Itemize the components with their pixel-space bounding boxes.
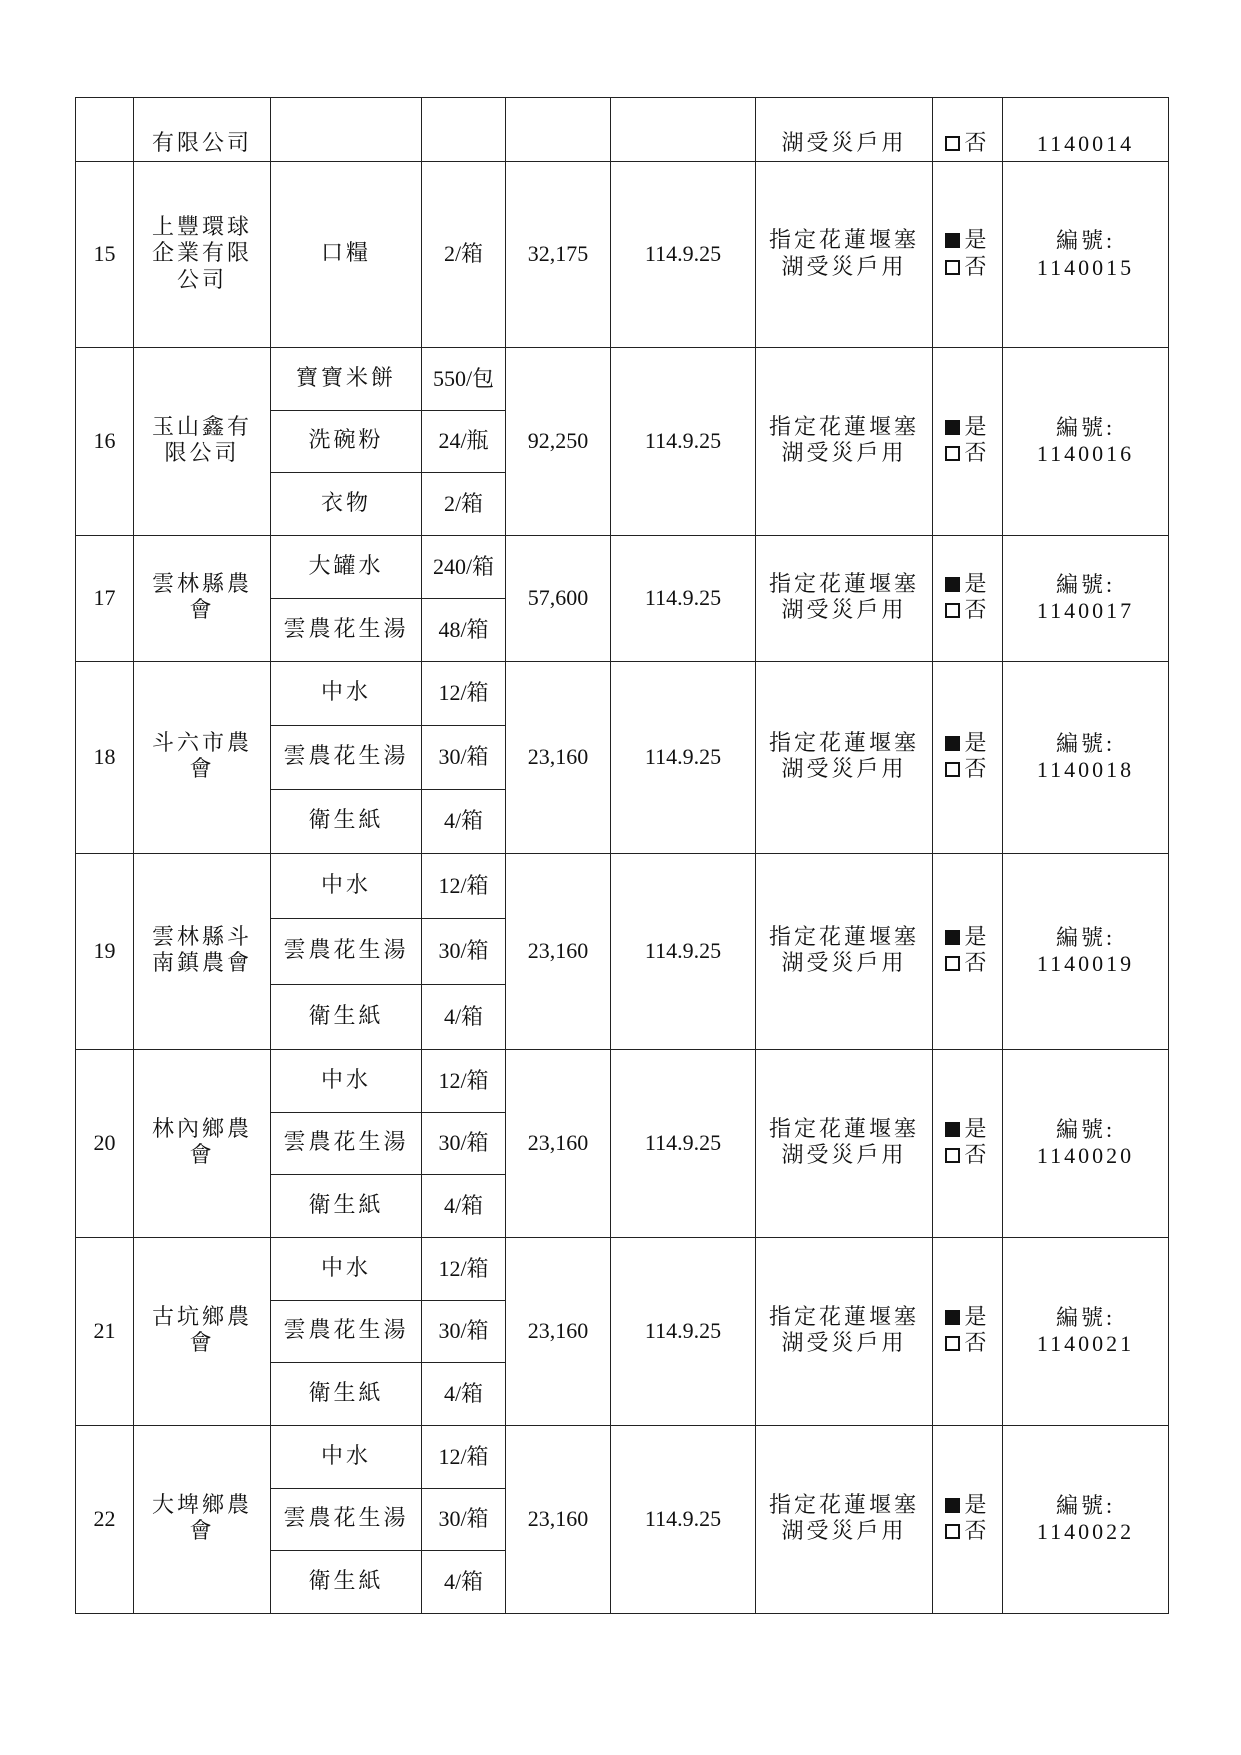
item-quantity: 30/箱 xyxy=(422,1488,506,1551)
donor-name xyxy=(134,535,271,661)
donor-name-lines xyxy=(134,1493,270,1546)
item-name: 中水 xyxy=(271,661,422,725)
purpose xyxy=(756,98,933,162)
donor-name xyxy=(134,1049,271,1237)
reference-number-lines xyxy=(1003,925,1168,978)
checkbox-icon xyxy=(945,1148,960,1163)
choice-lines xyxy=(933,1493,1002,1546)
choice-yes xyxy=(945,415,989,441)
purpose-lines xyxy=(756,925,932,978)
reference-number-line: 編號: xyxy=(1055,925,1116,951)
donor-name-line: 上豐環球 xyxy=(151,214,252,240)
donor-name-line: 斗六市農 xyxy=(151,731,252,757)
donor-name xyxy=(134,162,271,348)
item-name: 衛生紙 xyxy=(271,1175,422,1238)
choice-no xyxy=(945,598,989,624)
row-number: 21 xyxy=(76,1237,134,1425)
choice-yes xyxy=(945,228,989,254)
choice-no xyxy=(945,1331,989,1357)
choice-yes-label: 是 xyxy=(964,731,990,757)
amount xyxy=(506,98,611,162)
item-quantity: 4/箱 xyxy=(422,1175,506,1238)
table-row xyxy=(76,348,1169,411)
purpose-line: 湖受災戶用 xyxy=(781,1143,907,1169)
item-name: 中水 xyxy=(271,853,422,918)
checked-box-icon xyxy=(945,930,960,945)
row-number: 19 xyxy=(76,853,134,1049)
table-row xyxy=(76,1425,1169,1488)
checked-box-icon xyxy=(945,577,960,592)
checkbox-icon xyxy=(945,762,960,777)
designated-choice xyxy=(933,1237,1003,1425)
donor-name xyxy=(134,1237,271,1425)
checked-box-icon xyxy=(945,1122,960,1137)
item-quantity: 30/箱 xyxy=(422,919,506,984)
item-name: 衛生紙 xyxy=(271,984,422,1049)
item-quantity: 12/箱 xyxy=(422,661,506,725)
reference-number-line: 1140018 xyxy=(1036,757,1135,783)
donor-name-line: 玉山鑫有 xyxy=(151,415,252,441)
choice-no-label: 否 xyxy=(964,441,990,467)
purpose-lines xyxy=(756,731,932,784)
donor-name-lines xyxy=(134,572,270,625)
donor-name-line: 有限公司 xyxy=(151,130,252,156)
amount: 23,160 xyxy=(506,853,611,1049)
checked-box-icon xyxy=(945,736,960,751)
reference-number-lines xyxy=(1003,1305,1168,1358)
donor-name-lines xyxy=(134,215,270,294)
item-name: 雲農花生湯 xyxy=(271,1488,422,1551)
item-quantity: 4/箱 xyxy=(422,984,506,1049)
donation-date: 114.9.25 xyxy=(611,661,756,853)
reference-number xyxy=(1003,1237,1169,1425)
choice-no xyxy=(945,441,989,467)
item-name: 衛生紙 xyxy=(271,1363,422,1426)
amount: 23,160 xyxy=(506,1049,611,1237)
reference-number xyxy=(1003,853,1169,1049)
purpose-line: 湖受災戶用 xyxy=(781,1331,907,1357)
choice-no xyxy=(945,1143,989,1169)
reference-number-line: 1140016 xyxy=(1036,441,1135,467)
designated-choice xyxy=(933,98,1003,162)
donor-name xyxy=(134,1425,271,1613)
reference-number-line: 編號: xyxy=(1055,1117,1116,1143)
table-row xyxy=(76,853,1169,918)
purpose-line: 指定花蓮堰塞 xyxy=(768,731,919,757)
choice-yes-label: 是 xyxy=(964,228,990,254)
reference-number-line: 1140015 xyxy=(1036,254,1135,280)
row-number: 22 xyxy=(76,1425,134,1613)
item-name xyxy=(271,98,422,162)
item-name: 衛生紙 xyxy=(271,1551,422,1614)
choice-yes-label: 是 xyxy=(964,415,990,441)
choice-no xyxy=(945,131,989,157)
donation-date xyxy=(611,98,756,162)
choice-yes xyxy=(945,731,989,757)
purpose-line: 指定花蓮堰塞 xyxy=(768,1117,919,1143)
donor-name xyxy=(134,853,271,1049)
choice-lines xyxy=(933,1117,1002,1170)
donation-date: 114.9.25 xyxy=(611,853,756,1049)
table-row xyxy=(76,1049,1169,1112)
checked-box-icon xyxy=(945,1498,960,1513)
choice-lines xyxy=(933,925,1002,978)
donor-name-lines xyxy=(134,925,270,978)
item-quantity: 550/包 xyxy=(422,348,506,411)
purpose-line: 湖受災戶用 xyxy=(781,441,907,467)
item-quantity: 2/箱 xyxy=(422,473,506,536)
purpose xyxy=(756,1049,933,1237)
choice-no xyxy=(945,757,989,783)
checked-box-icon xyxy=(945,233,960,248)
choice-yes-label: 是 xyxy=(964,572,990,598)
donor-name-line: 古坑鄉農 xyxy=(151,1305,252,1331)
choice-yes-label: 是 xyxy=(964,1117,990,1143)
amount: 23,160 xyxy=(506,1237,611,1425)
reference-number-line: 編號: xyxy=(1055,415,1116,441)
table-row xyxy=(76,1237,1169,1300)
purpose-line: 湖受災戶用 xyxy=(781,254,907,280)
donor-name-line: 限公司 xyxy=(164,441,240,467)
choice-yes xyxy=(945,925,989,951)
reference-number xyxy=(1003,98,1169,162)
purpose xyxy=(756,1237,933,1425)
reference-number-lines xyxy=(1003,731,1168,784)
designated-choice xyxy=(933,661,1003,853)
item-name: 雲農花生湯 xyxy=(271,598,422,661)
donation-date: 114.9.25 xyxy=(611,348,756,536)
reference-number-line: 1140014 xyxy=(1036,130,1135,156)
choice-lines xyxy=(933,131,1002,157)
checkbox-icon xyxy=(945,956,960,971)
table-row xyxy=(76,98,1169,162)
reference-number-lines xyxy=(1003,1493,1168,1546)
purpose xyxy=(756,535,933,661)
purpose xyxy=(756,348,933,536)
donation-date: 114.9.25 xyxy=(611,535,756,661)
purpose xyxy=(756,1425,933,1613)
checkbox-icon xyxy=(945,603,960,618)
donor-name-line: 會 xyxy=(189,1519,215,1545)
choice-no-label: 否 xyxy=(964,951,990,977)
purpose xyxy=(756,853,933,1049)
donor-name-lines xyxy=(134,731,270,784)
reference-number-line: 編號: xyxy=(1055,228,1116,254)
purpose-lines xyxy=(756,131,932,157)
row-number: 15 xyxy=(76,162,134,348)
reference-number-lines xyxy=(1003,228,1168,281)
donation-date: 114.9.25 xyxy=(611,162,756,348)
reference-number-lines xyxy=(1003,572,1168,625)
checked-box-icon xyxy=(945,420,960,435)
item-quantity: 4/箱 xyxy=(422,1551,506,1614)
purpose-lines xyxy=(756,228,932,281)
row-number: 18 xyxy=(76,661,134,853)
donation-date: 114.9.25 xyxy=(611,1237,756,1425)
row-number: 20 xyxy=(76,1049,134,1237)
item-quantity: 48/箱 xyxy=(422,598,506,661)
choice-no-label: 否 xyxy=(964,1143,990,1169)
item-quantity: 12/箱 xyxy=(422,1237,506,1300)
checkbox-icon xyxy=(945,1524,960,1539)
item-name: 衣物 xyxy=(271,473,422,536)
reference-number-lines xyxy=(1003,1117,1168,1170)
item-quantity: 4/箱 xyxy=(422,1363,506,1426)
amount: 32,175 xyxy=(506,162,611,348)
item-name: 洗碗粉 xyxy=(271,410,422,473)
item-name: 寶寶米餅 xyxy=(271,348,422,411)
choice-yes xyxy=(945,1305,989,1331)
designated-choice xyxy=(933,348,1003,536)
choice-no-label: 否 xyxy=(964,254,990,280)
choice-lines xyxy=(933,1305,1002,1358)
reference-number-line: 1140021 xyxy=(1036,1331,1135,1357)
checkbox-icon xyxy=(945,1336,960,1351)
item-name: 雲農花生湯 xyxy=(271,1300,422,1363)
donor-name-lines xyxy=(134,415,270,468)
choice-yes xyxy=(945,1493,989,1519)
donor-name-line: 雲林縣斗 xyxy=(151,925,252,951)
item-quantity xyxy=(422,98,506,162)
designated-choice xyxy=(933,1425,1003,1613)
reference-number-line: 1140019 xyxy=(1036,951,1135,977)
purpose-lines xyxy=(756,572,932,625)
item-quantity: 12/箱 xyxy=(422,1049,506,1112)
item-name: 中水 xyxy=(271,1049,422,1112)
item-name: 中水 xyxy=(271,1237,422,1300)
reference-number xyxy=(1003,1049,1169,1237)
reference-number-line: 1140017 xyxy=(1036,598,1135,624)
item-name: 雲農花生湯 xyxy=(271,1112,422,1175)
donor-name-line: 會 xyxy=(189,598,215,624)
purpose-line: 指定花蓮堰塞 xyxy=(768,925,919,951)
choice-lines xyxy=(933,415,1002,468)
donor-name xyxy=(134,98,271,162)
donor-name xyxy=(134,348,271,536)
row-number: 17 xyxy=(76,535,134,661)
reference-number-line: 編號: xyxy=(1055,1305,1116,1331)
amount: 92,250 xyxy=(506,348,611,536)
purpose-line: 湖受災戶用 xyxy=(781,951,907,977)
purpose-lines xyxy=(756,1117,932,1170)
item-quantity: 24/瓶 xyxy=(422,410,506,473)
reference-number-line: 1140022 xyxy=(1036,1519,1135,1545)
table-row xyxy=(76,162,1169,348)
donor-name-line: 林內鄉農 xyxy=(151,1117,252,1143)
choice-yes xyxy=(945,572,989,598)
reference-number-line: 編號: xyxy=(1055,731,1116,757)
donation-date: 114.9.25 xyxy=(611,1425,756,1613)
row-number xyxy=(76,98,134,162)
purpose-line: 指定花蓮堰塞 xyxy=(768,572,919,598)
donor-name-line: 南鎮農會 xyxy=(151,951,252,977)
choice-no-label: 否 xyxy=(964,598,990,624)
item-name: 衛生紙 xyxy=(271,789,422,853)
reference-number-lines xyxy=(1003,131,1168,157)
choice-yes-label: 是 xyxy=(964,1492,990,1518)
amount: 23,160 xyxy=(506,661,611,853)
choice-yes xyxy=(945,1117,989,1143)
donor-name-line: 企業有限 xyxy=(151,241,252,267)
donor-name xyxy=(134,661,271,853)
purpose-lines xyxy=(756,1493,932,1546)
designated-choice xyxy=(933,853,1003,1049)
donor-name-line: 會 xyxy=(189,757,215,783)
purpose xyxy=(756,661,933,853)
checkbox-icon xyxy=(945,260,960,275)
choice-yes-label: 是 xyxy=(964,1305,990,1331)
choice-no xyxy=(945,255,989,281)
table-row xyxy=(76,535,1169,598)
donor-name-lines xyxy=(134,1305,270,1358)
choice-lines xyxy=(933,572,1002,625)
choice-no xyxy=(945,951,989,977)
donor-name-line: 雲林縣農 xyxy=(151,572,252,598)
reference-number-line: 編號: xyxy=(1055,572,1116,598)
item-name: 雲農花生湯 xyxy=(271,725,422,789)
item-quantity: 4/箱 xyxy=(422,789,506,853)
donor-name-line: 公司 xyxy=(176,267,227,293)
reference-number-lines xyxy=(1003,415,1168,468)
item-name: 雲農花生湯 xyxy=(271,919,422,984)
amount: 57,600 xyxy=(506,535,611,661)
purpose-line: 湖受災戶用 xyxy=(781,598,907,624)
reference-number xyxy=(1003,348,1169,536)
reference-number xyxy=(1003,1425,1169,1613)
purpose-lines xyxy=(756,1305,932,1358)
donation-date: 114.9.25 xyxy=(611,1049,756,1237)
reference-number xyxy=(1003,661,1169,853)
checkbox-icon xyxy=(945,446,960,461)
choice-no-label: 否 xyxy=(964,1519,990,1545)
reference-number-line: 1140020 xyxy=(1036,1143,1135,1169)
item-quantity: 30/箱 xyxy=(422,725,506,789)
purpose-line: 指定花蓮堰塞 xyxy=(768,228,919,254)
donation-table xyxy=(75,97,1169,1614)
checked-box-icon xyxy=(945,1310,960,1325)
item-name: 大罐水 xyxy=(271,535,422,598)
item-quantity: 30/箱 xyxy=(422,1300,506,1363)
table-row xyxy=(76,661,1169,725)
designated-choice xyxy=(933,162,1003,348)
row-number: 16 xyxy=(76,348,134,536)
purpose-line: 指定花蓮堰塞 xyxy=(768,1305,919,1331)
item-quantity: 2/箱 xyxy=(422,162,506,348)
item-quantity: 30/箱 xyxy=(422,1112,506,1175)
purpose-line: 湖受災戶用 xyxy=(781,130,907,156)
donor-name-line: 大埤鄉農 xyxy=(151,1492,252,1518)
purpose-line: 湖受災戶用 xyxy=(781,757,907,783)
donor-name-line: 會 xyxy=(189,1331,215,1357)
purpose-line: 指定花蓮堰塞 xyxy=(768,1492,919,1518)
choice-no-label: 否 xyxy=(964,757,990,783)
reference-number xyxy=(1003,162,1169,348)
choice-no-label: 否 xyxy=(964,1331,990,1357)
choice-yes-label: 是 xyxy=(964,925,990,951)
reference-number xyxy=(1003,535,1169,661)
amount: 23,160 xyxy=(506,1425,611,1613)
reference-number-line: 編號: xyxy=(1055,1492,1116,1518)
donor-name-lines xyxy=(134,131,270,157)
item-quantity: 240/箱 xyxy=(422,535,506,598)
purpose-line: 湖受災戶用 xyxy=(781,1519,907,1545)
checkbox-icon xyxy=(945,136,960,151)
designated-choice xyxy=(933,1049,1003,1237)
item-name: 口糧 xyxy=(271,162,422,348)
purpose-line: 指定花蓮堰塞 xyxy=(768,415,919,441)
purpose xyxy=(756,162,933,348)
donor-name-lines xyxy=(134,1117,270,1170)
designated-choice xyxy=(933,535,1003,661)
purpose-lines xyxy=(756,415,932,468)
choice-no-label: 否 xyxy=(964,130,990,156)
choice-lines xyxy=(933,731,1002,784)
choice-no xyxy=(945,1519,989,1545)
choice-lines xyxy=(933,228,1002,281)
item-quantity: 12/箱 xyxy=(422,1425,506,1488)
donor-name-line: 會 xyxy=(189,1143,215,1169)
item-quantity: 12/箱 xyxy=(422,853,506,918)
item-name: 中水 xyxy=(271,1425,422,1488)
